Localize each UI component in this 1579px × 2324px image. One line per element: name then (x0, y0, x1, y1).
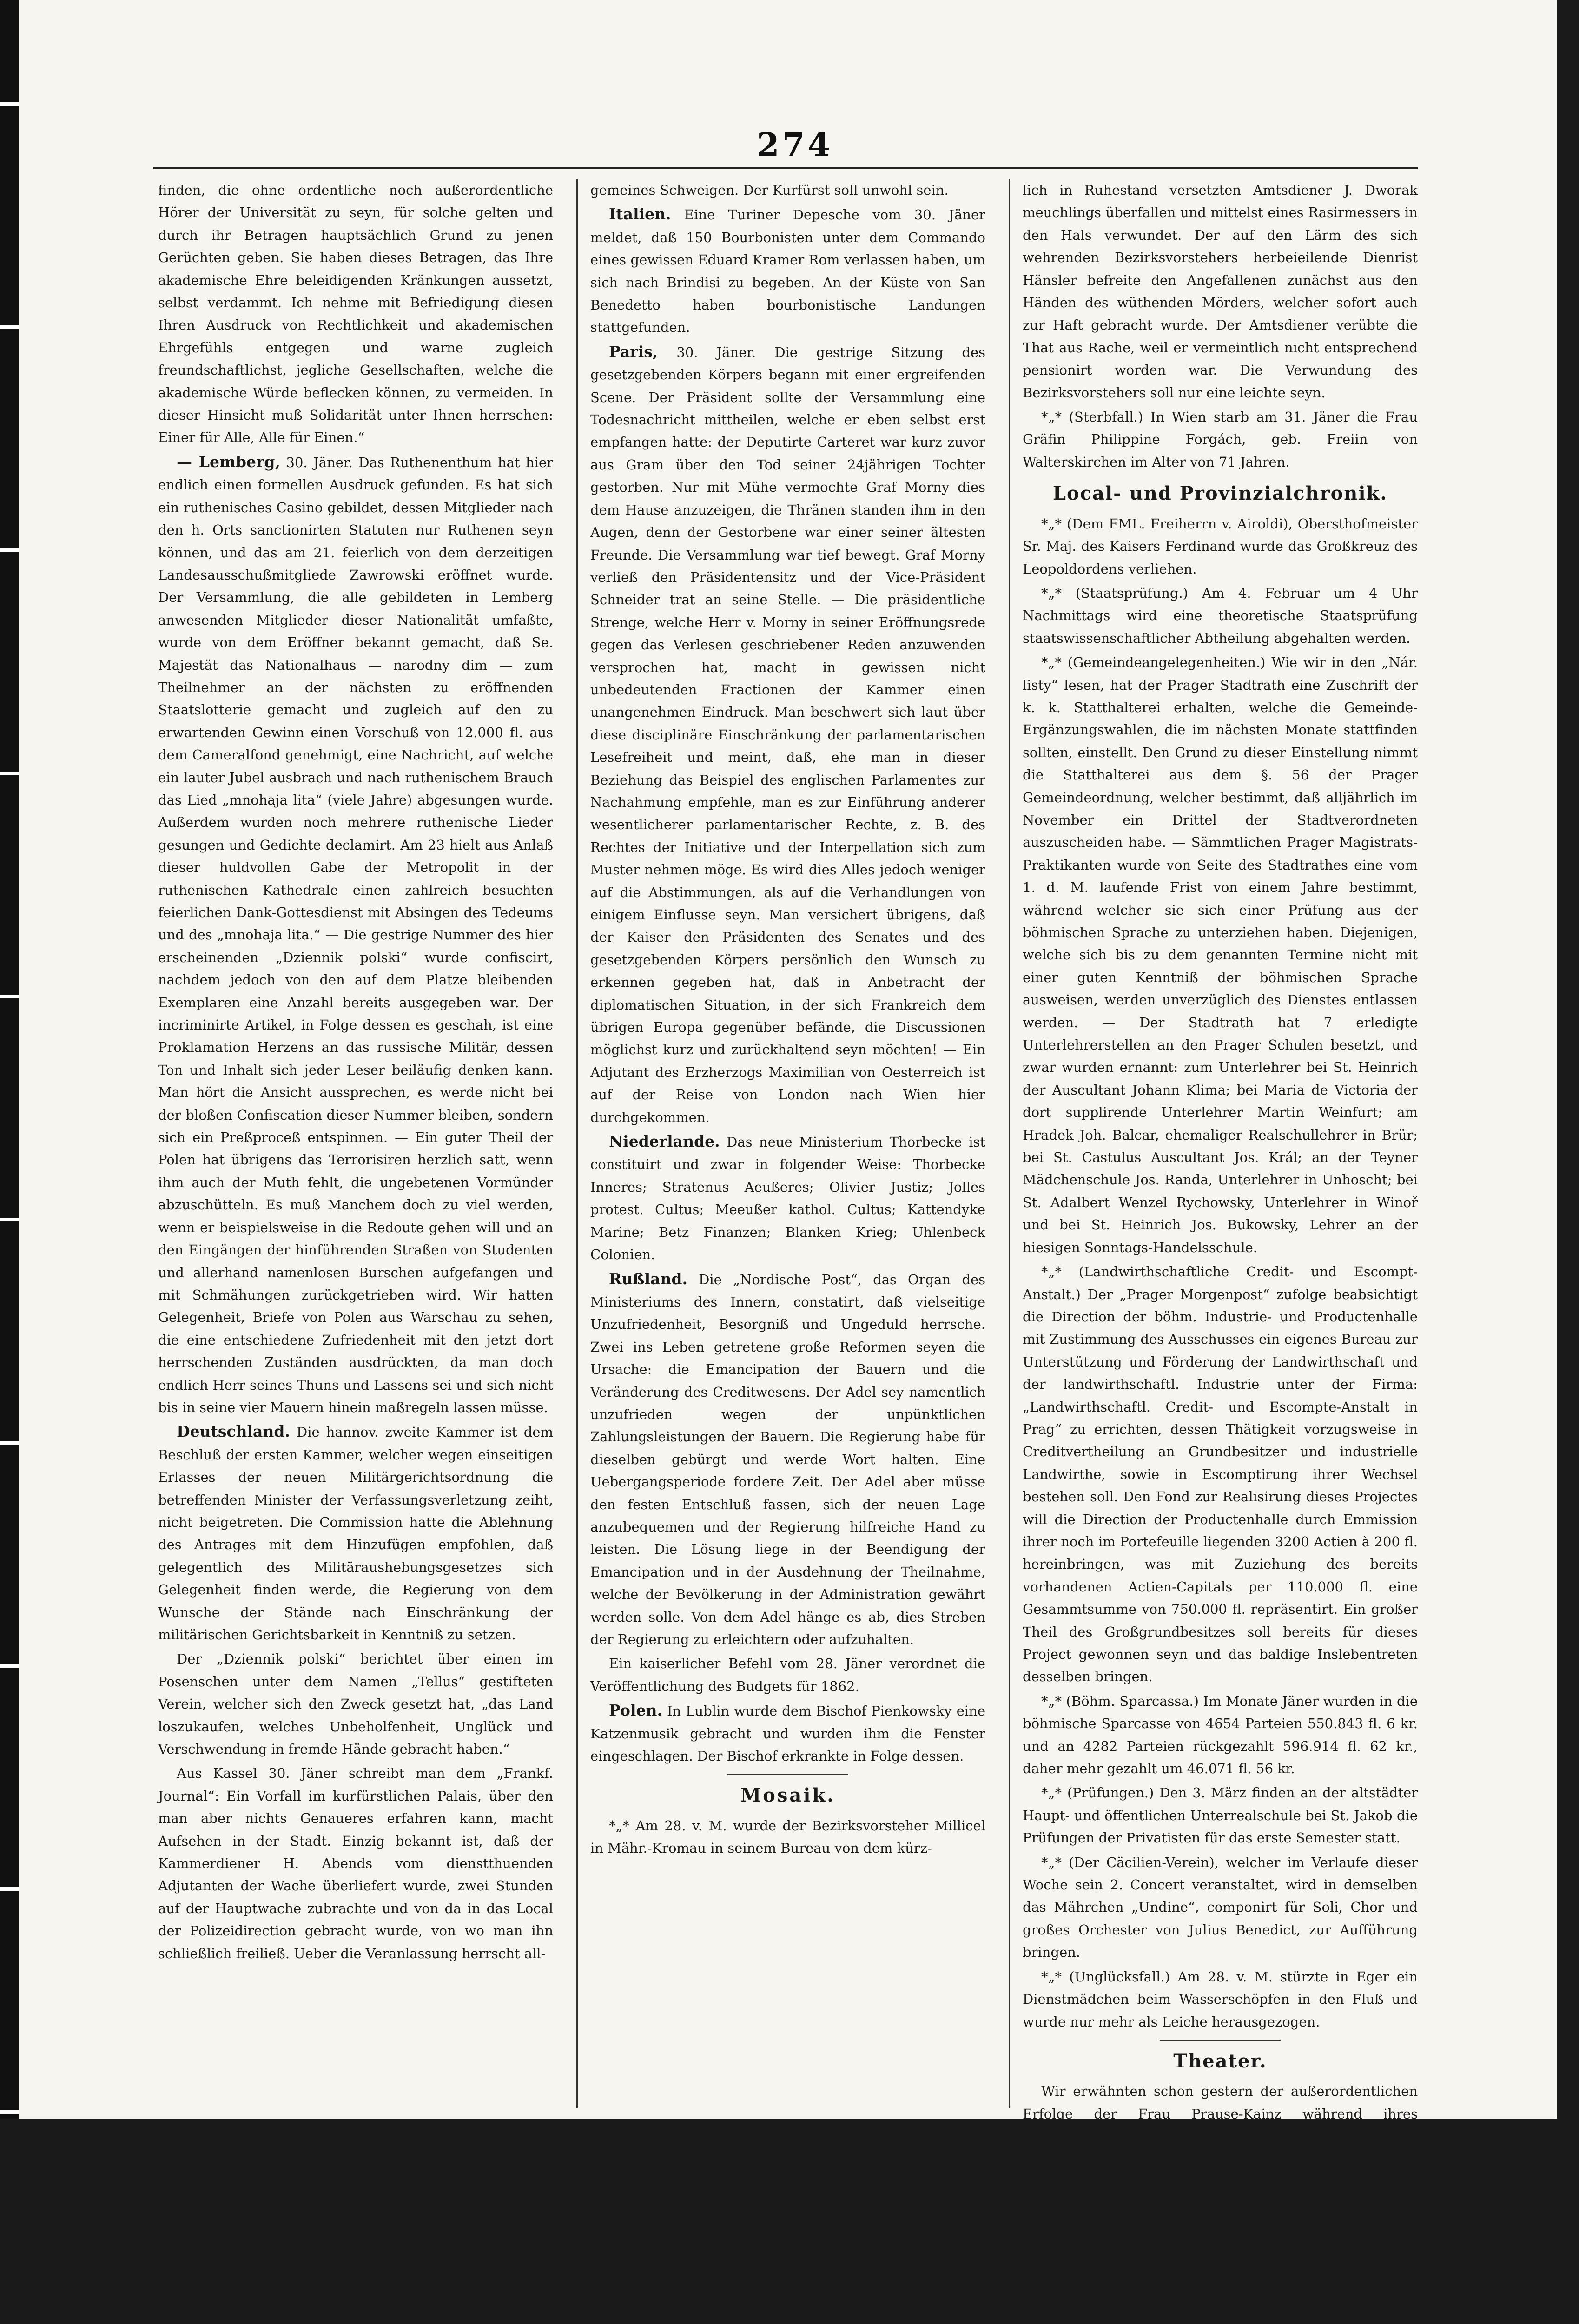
article-heading: Niederlande. (609, 1132, 720, 1151)
article-paragraph: Aus Kassel 30. Jäner schreibt man dem „Frankf. Journal“: Ein Vorfall im kurfürstlichen Palais, über den man aber nichts Genaueres erfahren kann, macht Aufsehen in der Stadt. Einzig bekannt ist, daß der Kammerdiener H. Abends vom dienstthuenden Adjutanten der Wache überliefert wurde, zwei Stunden auf der Hauptwache zubrachte und von da in das Local der Polizeidirection gebracht wurde, von wo man ihn schließlich freiließ. Ueber die Veranlassung herrscht all- (158, 1765, 553, 1961)
section-rule (727, 1774, 848, 1775)
article-heading: Italien. (609, 205, 671, 224)
article-text: Die „Nordische Post“, das Organ des Ministeriums des Innern, constatirt, daß vielseitige Unzufriedenheit, Besorgniß und Ungeduld herrsche. Zwei ins Leben getretene große Reformen seyen die Ursache: die Emancipation der Bauern und die Veränderung des Creditwesens. Der Adel sey namentlich unzufrieden wegen der unpünktlichen Zahlungsleistungen der Bauern. Die Regierung habe für dieselben gebürgt und werde Wort halten. Eine Uebergangsperiode fordere Zeit. Der Adel aber müsse den festen Entschluß fassen, sich der neuen Lage anzubequemen und der Regierung hilfreiche Hand zu leisten. Die Lösung liege in der Beendigung der Emancipation und in der Ausdehnung der Theilnahme, welche der Bevölkerung in der Administration gewährt werden solle. Von dem Adel hänge es ab, dies Streben der Regierung zu erleichtern oder aufzuhalten. (590, 1271, 985, 1647)
article-paragraph (158, 451, 553, 1419)
article-heading: Deutschland. (177, 1422, 290, 1441)
article-paragraph: Wir erwähnten schon gestern der außerordentlichen Erfolge der Frau Prause-Kainz während ihres Engagements in Rotterdam, wo man sie den Journalberichten nach heuer sehr vermißt. Da lange Interregnum in ihrer Wirksamkeit auf der hiesigen Bühne war unserer Oper und auch der Direction nicht zum besonderen Vortheile. Erst den sich immer wiederholenden und letzter Lage wachsenden Verlegenheiten, in Folge des Mangels einer nur einigermaßen genügenden Repräsentantin dramatischer erster Partien, hat man das Wiederauftreten der Frau (1023, 2083, 1418, 2324)
column-2 (590, 179, 985, 2108)
article-paragraph: *„* (Dem FML. Freiherrn v. Airoldi), Obersthofmeister Sr. Maj. des Kaisers Ferdinand wurde das Großkreuz des Leopoldordens verliehen. (1023, 515, 1418, 577)
article-dateline: Paris, (609, 342, 658, 361)
page-number: 274 (756, 125, 833, 164)
article-paragraph (590, 1699, 985, 1767)
article-paragraph: *„* (Sterbfall.) In Wien starb am 31. Jäner die Frau Gräfin Philippine Forgách, geb. Freiin von Walterskirchen im Alter von 71 Jahren. (1023, 409, 1418, 470)
article-paragraph (590, 1268, 985, 1651)
section-rule (1160, 2040, 1281, 2041)
article-text: Das neue Ministerium Thorbecke ist constituirt und zwar in folgender Weise: Thorbecke Inneres; Stratenus Aeußeres; Olivier Justiz; Jolles protest. Cultus; Meeußer kathol. Cultus; Kattendyke Marine; Betz Finanzen; Blanken Krieg; Uhlenbeck Colonien. (590, 1134, 986, 1263)
article-paragraph: *„* Am 28. v. M. wurde der Bezirksvorsteher Millicel in Mähr.-Kromau in seinem Bureau von dem kürz- (590, 1817, 985, 1856)
article-paragraph: *„* (Der Cäcilien-Verein), welcher im Verlaufe dieser Woche sein 2. Concert veranstaltet, wird in demselben das Mährchen „Undine“, componirt für Soli, Chor und großes Orchester von Julius Benedict, zur Aufführung bringen. (1023, 1854, 1418, 1961)
header-rule (153, 167, 1418, 169)
column-divider (576, 179, 578, 2108)
article-paragraph: *„* (Prüfungen.) Den 3. März finden an der altstädter Haupt- und öffentlichen Unterrealschule bei St. Jakob die Prüfungen der Privatisten für das erste Semester statt. (1023, 1785, 1418, 1846)
column-1 (158, 179, 553, 2108)
scan-gutter (0, 0, 19, 2119)
article-paragraph (158, 1420, 553, 1646)
article-text: 30. Jäner. Das Ruthenenthum hat hier endlich einen formellen Ausdruck gefunden. Es hat sich ein ruthenisches Casino gebildet, dessen Mitglieder nach den h. Orts sanctionirten Statuten nur Ruthenen seyn können, und das am 21. feierlich von dem derzeitigen Landesausschußmitgliede Zawrowski eröffnet wurde. Der Versammlung, die alle gebildeten in Lemberg anwesenden Mitglieder dieser Nationalität umfaßte, wurde von dem Eröffner bekannt gemacht, daß Se. Majestät das Nationalhaus — narodny dim — zum Theilnehmer an der nächsten zu eröffnenden Staatslotterie gemacht und zugleich auf den zu erwartenden Gewinn einen Vorschuß von 12.000 fl. aus dem Cameralfond genehmigt, eine Nachricht, auf welche ein lauter Jubel ausbrach und nach ruthenischem Brauch das Lied „mnohaja lita“ (viele Jahre) abgesungen wurde. Außerdem wurden noch mehrere ruthenische Lieder gesungen und Gedichte declamirt. Am 23 hielt aus Anlaß dieser huldvollen Gabe der Metropolit in der ruthenischen Kathedrale einen zahlreich besuchten feierlichen Dank-Gottesdienst mit Absingen des Tedeums und des „mnohaja lita.“ — Die gestrige Nummer des hier erscheinenden „Dziennik polski“ wurde confiscirt, nachdem jedoch von den auf dem Platze bleibenden Exemplaren eine Anzahl bereits ausgegeben war. Der incriminirte Artikel, in Folge dessen es geschah, ist eine Proklamation Herzens an das russische Militär, dessen Ton und Inhalt sich jeder Leser beiläufig denken kann. Man hört die Ansicht aussprechen, es werde nicht bei der bloßen Confiscation dieser Nummer bleiben, sondern sich ein Preßproceß entspinnen. — Ein guter Theil der Polen hat übrigens das Terrorisiren herzlich satt, wenn ihm auch der Muth fehlt, die ungebetenen Vormünder abzuschütteln. Es muß Manchem doch zu viel werden, wenn er beispielsweise in die Redoute gehen will und an den Eingängen der hinführenden Straßen von Studenten und allerhand namenlosen Burschen aufgefangen und mit Schmähungen zurückgetrieben wird. Wir hatten Gelegenheit, Briefe von Polen aus Warschau zu sehen, die eine entschiedene Zufriedenheit mit den jetzt dort herrschenden Zuständen ausdrückten, da man doch endlich Herr seines Thuns und Lassens sei und sich nicht bis in seine vier Mauern hinein maßregeln lassen müsse. (158, 454, 554, 1415)
article-text: In Lublin wurde dem Bischof Pienkowsky eine Katzenmusik gebracht und wurden ihm die Fenster eingeschlagen. Der Bischof erkrankte in Folge dessen. (590, 1703, 985, 1764)
article-dateline: — Lemberg, (177, 452, 280, 471)
article-paragraph: *„* (Böhm. Sparcassa.) Im Monate Jäner wurden in die böhmische Sparcasse von 4654 Parteien 550.843 fl. 6 kr. und an 4282 Parteien rückgezahlt 596.914 fl. 62 kr., daher mehr gezahlt um 46.071 fl. 56 kr. (1023, 1693, 1418, 1777)
article-paragraph: *„* (Staatsprüfung.) Am 4. Februar um 4 Uhr Nachmittags wird eine theoretische Staatsprüfung staatswissenschaftlicher Abtheilung abgehalten werden. (1023, 585, 1418, 646)
article-paragraph: *„* (Landwirthschaftliche Credit- und Escompt-Anstalt.) Der „Prager Morgenpost“ zufolge beabsichtigt die Direction der böhm. Industrie- und Productenhalle mit Zustimmung des Ausschusses ein eigenes Bureau zur Unterstützung und Förderung der Landwirthschaft und der landwirthschaftl. Industrie unter der Firma: „Landwirthschaftl. Credit- und Escompte-Anstalt in Prag“ zu errichten, dessen Thätigkeit vorzugsweise in Creditvertheilung an Grundbesitzer und industrielle Landwirthe, sowie in Escomptirung ihrer Wechsel bestehen soll. Den Fond zur Realisirung dieses Projectes will die Direction der Productenhalle durch Emmission ihrer noch im Portefeuille liegenden 3200 Actien à 200 fl. hereinbringen, was mit Zuziehung des bereits vorhandenen Actien-Capitals per 110.000 fl. eine Gesammtsumme von 750.000 fl. repräsentirt. Ein großer Theil des Großgrundbesitzes soll bereits für dieses Project gewonnen seyn und das baldige Inslebentreten desselben bringen. (1023, 1264, 1418, 1685)
column-divider (1009, 179, 1010, 2108)
article-paragraph: gemeines Schweigen. Der Kurfürst soll unwohl sein. (590, 182, 949, 198)
article-paragraph: *„* (Unglücksfall.) Am 28. v. M. stürzte in Eger ein Dienstmädchen beim Wasserschöpfen in den Fluß und wurde nur mehr als Leiche herausgezogen. (1023, 1968, 1418, 2030)
section-title-theater: Theater. (1173, 2050, 1267, 2072)
article-heading: Rußland. (609, 1269, 687, 1288)
column-3 (1023, 179, 1418, 2324)
article-paragraph: *„* (Gemeindeangelegenheiten.) Wie wir in den „Nár. listy“ lesen, hat der Prager Stadtrath eine Zuschrift der k. k. Statthalterei erhalten, welche die Gemeinde-Ergänzungswahlen, die im nächsten Monate stattfinden sollten, einstellt. Den Grund zu dieser Einstellung nimmt die Statthalterei aus dem §. 56 der Prager Gemeindeordnung, welcher bestimmt, daß alljährlich im November ein Drittel der Stadtverordneten auszuscheiden habe. — Sämmtlichen Prager Magistrats-Praktikanten wurde von Seite des Stadtrathes eine vom 1. d. M. laufende Frist von einem Jahre bestimmt, während welcher sie sich einer Prüfung aus der böhmischen Sprache zu unterziehen haben. Diejenigen, welche sich bis zu dem genannten Termine nicht mit einer guten Kenntniß der böhmischen Sprache ausweisen, werden unverzüglich des Dienstes entlassen werden. — Der Stadtrath hat 7 erledigte Unterlehrerstellen an den Prager Schulen besetzt, und zwar wurden ernannt: zum Unterlehrer bei St. Heinrich der Auscultant Johann Klima; bei Maria de Victoria der dort supplirende Unterlehrer Martin Weinfurt; am Hradek Joh. Balcar, ehemaliger Realschullehrer in Brür; bei St. Castulus Auscultant Jos. Král; an der Teyner Mädchenschule Jos. Randa, Unterlehrer in Unhoscht; bei St. Adalbert Wenzel Rychowsky, Unterlehrer in Winoř und bei St. Heinrich Jos. Bukowsky, Lehrer an der hiesigen Sonntags-Handelsschule. (1023, 654, 1418, 1255)
article-heading: Polen. (609, 1701, 662, 1720)
article-paragraph: finden, die ohne ordentliche noch außerordentliche Hörer der Universität zu seyn, für solche gelten und durch ihr Betragen hauptsächlich Grund zu jenen Gerüchten geben. Sie haben dieses Betragen, das Ihre akademische Ehre beleidigenden Kränkungen aussetzt, selbst verdammt. Ich nehme mit Befriedigung diesen Ihren Ausdruck von Rechtlichkeit und akademischen Ehrgefühls entgegen und warne zugleich freundschaftlichst, jegliche Gesellschaften, welche die akademische Würde beflecken können, zu vermeiden. In dieser Hinsicht muß Solidarität unter Ihnen herrschen: Einer für Alle, Alle für Einen.“ (158, 182, 553, 446)
section-title-mosaik: Mosaik. (740, 1784, 836, 1807)
article-paragraph: Ein kaiserlicher Befehl vom 28. Jäner verordnet die Veröffentlichung des Budgets für 1862. (590, 1656, 985, 1694)
article-text: 30. Jäner. Die gestrige Sitzung des gesetzgebenden Körpers begann mit einer ergreifenden Scene. Der Präsident sollte der Versammlung eine Todesnachricht mittheilen, welche er eben selbst erst empfangen hatte: der Deputirte Carteret war kurz zuvor aus Gram über den Tod seiner 24jährigen Tochter gestorben. Nur mit Mühe vermochte Graf Morny dies dem Hause anzuzeigen, die Thränen standen ihm in den Augen, denn der Gestorbene war einer seiner ältesten Freunde. Die Versammlung war tief bewegt. Graf Morny verließ den Präsidentensitz und der Vice-Präsident Schneider trat an seine Stelle. — Die präsidentliche Strenge, welche Herr v. Morny in seiner Eröffnungsrede gegen das Verlesen geschriebener Reden anzuwenden versprochen hat, macht in gewissen nicht unbedeutenden Fractionen der Kammer einen unangenehmen Eindruck. Man beschwert sich laut über diese disciplinäre Einschränkung der parlamentarischen Lesefreiheit und meint, daß, ehe man in dieser Beziehung das Beispiel des englischen Parlamentes zur Nachahmung empfehle, man es zur Einführung anderer wesentlicherer parlamentarischer Rechte, z. B. des Rechtes der Initiative und der Interpellation sich zum Muster nehmen möge. Es wird dies Alles jedoch weniger auf die Abstimmungen, als auf die Verhandlungen von einigem Einflusse seyn. Man versichert übrigens, daß der Kaiser den Präsidenten des Senates und des gesetzgebenden Körpers persönlich den Wunsch zu erkennen gegeben hat, daß in Anbetracht der diplomatischen Situation, in der sich Frankreich dem übrigen Europa gegenüber befände, die Discussionen möglichst kurz und zurückhaltend seyn möchten! — Ein Adjutant des Erzherzogs Maximilian von Oesterreich ist auf der Reise von London nach Wien hier durchgekommen. (590, 344, 986, 1125)
article-paragraph: lich in Ruhestand versetzten Amtsdiener J. Dworak meuchlings überfallen und mittelst eines Rasirmessers in den Hals verwundet. Der auf den Lärm des sich wehrenden Bezirksvorstehers herbeieilende Dienrist Hänsler befreite den Angefallenen zunächst aus den Händen des wüthenden Mörders, welcher sofort auch zur Haft gebracht wurde. Der Amtsdiener verübte die That aus Rache, weil er vermeintlich nicht entsprechend pensionirt worden war. Die Verwundung des Bezirksvorstehers soll nur eine leichte seyn. (1023, 182, 1418, 401)
article-text: Eine Turiner Depesche vom 30. Jäner meldet, daß 150 Bourbonisten unter dem Commando eines gewissen Eduard Kramer Rom verlassen haben, um sich nach Brindisi zu begeben. An der Küste von San Benedetto haben bourbonistische Landungen stattgefunden. (590, 207, 985, 336)
article-paragraph: Der „Dziennik polski“ berichtet über einen im Posenschen unter dem Namen „Tellus“ gestifteten Verein, welcher sich den Zweck gesetzt hat, „das Land loszukaufen, welches Unbeholfenheit, Unglück und Verschwendung in fremde Hände gebracht haben.“ (158, 1651, 553, 1757)
article-paragraph (590, 203, 985, 338)
article-text: Die hannov. zweite Kammer ist dem Beschluß der ersten Kammer, welcher wegen einseitigen Erlasses der neuen Militärgerichtsordnung die betreffenden Minister der Verfassungsverletzung zeiht, nicht beigetreten. Die Commission hatte die Ablehnung des Antrages mit dem Hinzufügen empfohlen, daß gelegentlich des Militäraushebungsgesetzes sich Gelegenheit finden werde, die Regierung von dem Wunsche der Stände nach Einschränkung der militärischen Gerichtsbarkeit in Kenntniß zu setzen. (158, 1424, 553, 1643)
article-paragraph (590, 341, 985, 1129)
section-title-local: Local- und Provinzialchronik. (1052, 482, 1388, 505)
article-paragraph (590, 1130, 985, 1266)
